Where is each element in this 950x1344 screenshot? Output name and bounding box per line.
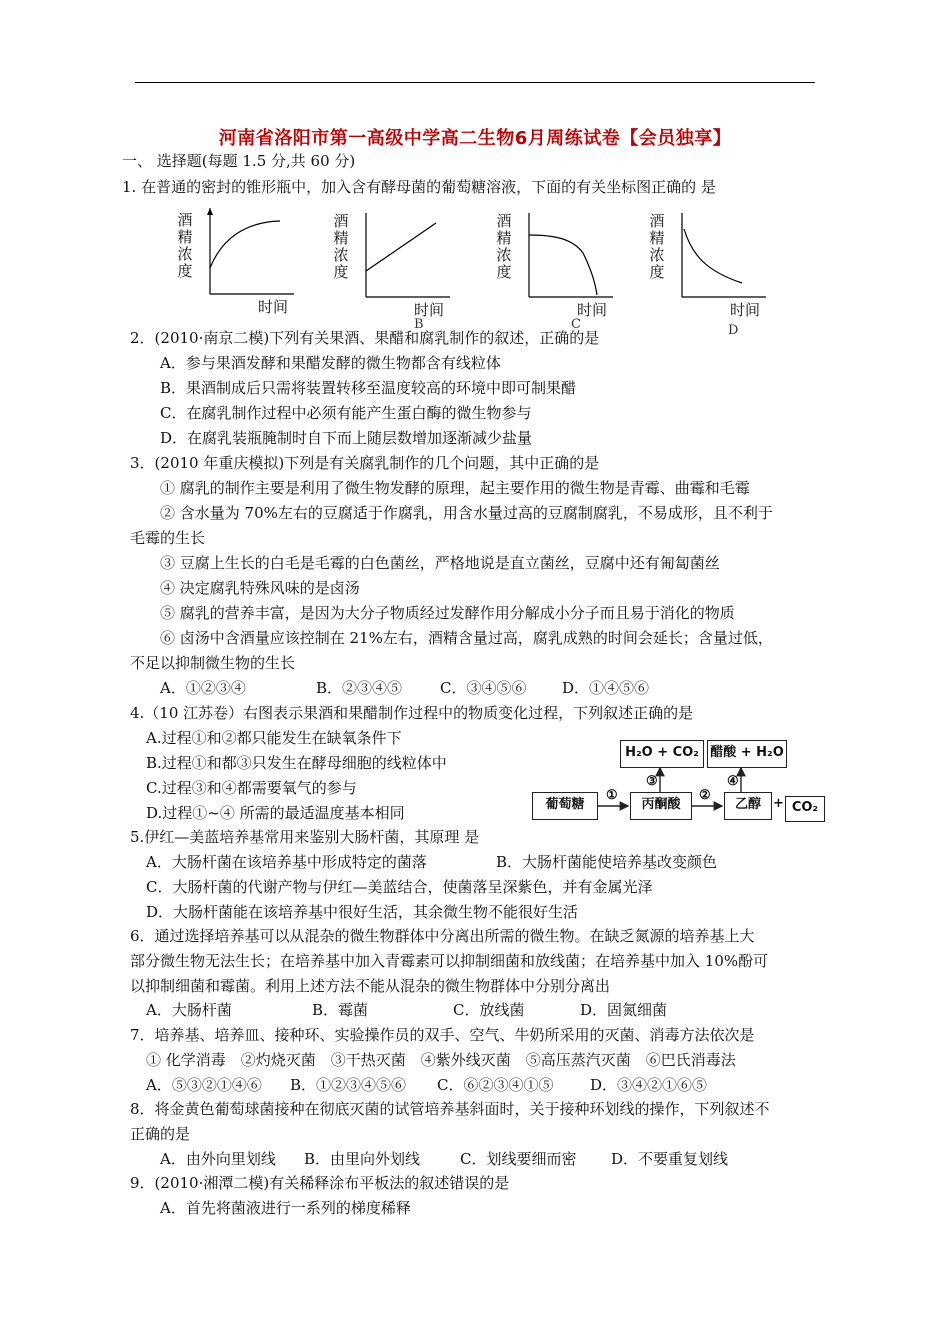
graph-b-letter: B	[414, 317, 424, 332]
step-2-label: ②	[699, 788, 711, 803]
q1-stem: 1. 在普通的密封的锥形瓶中，加入含有酵母菌的葡萄糖溶液，下面的有关坐标图正确的 是	[122, 178, 716, 196]
q3-item-2-cont: 毛霉的生长	[130, 529, 206, 547]
q7-option-c: C．⑥②③④①⑤	[437, 1076, 554, 1094]
q3-item-6: ⑥ 卤汤中含酒量应该控制在 21%左右，酒精含量过高，腐乳成熟的时间会延长；含量过低，	[160, 629, 773, 647]
graph-b-xlabel: 时间	[414, 301, 445, 319]
step-4-label: ④	[727, 774, 739, 789]
q2-option-d: D．在腐乳装瓶腌制时自下而上随层数增加逐渐减少盐量	[160, 429, 533, 447]
graph-a-plot	[176, 208, 296, 308]
graph-b-plot	[332, 213, 452, 313]
q6-option-d: D．固氮细菌	[580, 1001, 668, 1019]
q6-option-a: A．大肠杆菌	[146, 1001, 232, 1019]
graph-d-ylabel: 酒 精 浓 度	[649, 212, 665, 281]
step-1-label: ①	[606, 788, 618, 803]
q4-option-c: C.过程③和④都需要氧气的参与	[146, 779, 357, 797]
q3-option-d: D．①④⑤⑥	[562, 679, 650, 697]
q2-option-c: C．在腐乳制作过程中必须有能产生蛋白酶的微生物参与	[160, 404, 532, 422]
page-title: 河南省洛阳市第一高级中学高二生物6月周练试卷【会员独享】	[218, 128, 732, 149]
q5-stem: 5.伊红—美蓝培养基常用来鉴别大肠杆菌，其原理 是	[130, 828, 480, 846]
q7-stem: 7．培养基、培养皿、接种环、实验操作员的双手、空气、牛奶所采用的灭菌、消毒方法依次是	[130, 1026, 755, 1044]
q3-item-4: ④ 决定腐乳特殊风味的是卤汤	[160, 579, 360, 597]
q8-line-1: 8．将金黄色葡萄球菌接种在彻底灭菌的试管培养基斜面时，关于接种环划线的操作，下列叙述不	[130, 1100, 770, 1118]
q3-option-c: C．③④⑤⑥	[440, 679, 527, 697]
q8-option-c: C．划线要细而密	[460, 1150, 577, 1168]
q8-line-2: 正确的是	[130, 1125, 191, 1143]
q6-line-2: 部分微生物无法生长；在培养基中加入青霉素可以抑制细菌和放线菌；在培养基中加入 10%酚可	[130, 952, 769, 970]
q6-option-c: C．放线菌	[453, 1001, 525, 1019]
q3-item-5: ⑤ 腐乳的营养丰富，是因为大分子物质经过发酵作用分解成小分子而且易于消化的物质	[160, 604, 735, 622]
graph-c-xlabel: 时间	[577, 301, 608, 319]
step-3-label: ③	[646, 774, 658, 789]
graph-d-letter: D	[728, 323, 739, 338]
graph-a-xlabel: 时间	[258, 298, 289, 316]
q5-option-d: D．大肠杆菌能在该培养基中很好生活，其余微生物不能很好生活	[146, 903, 579, 921]
q8-option-d: D．不要重复划线	[611, 1150, 729, 1168]
q7-option-a: A．⑤③②①④⑥	[146, 1076, 262, 1094]
q3-item-1: ① 腐乳的制作主要是利用了微生物发酵的原理，起主要作用的微生物是青霉、曲霉和毛霉	[160, 479, 750, 497]
graph-a-ylabel: 酒 精 浓 度	[177, 211, 193, 280]
q4-stem: 4.（10 江苏卷）右图表示果酒和果醋制作过程中的物质变化过程，下列叙述正确的是	[130, 704, 694, 722]
q9-stem: 9．(2010·湘潭二模)有关稀释涂布平板法的叙述错误的是	[130, 1174, 510, 1192]
q3-item-6-cont: 不足以抑制微生物的生长	[130, 654, 296, 672]
q5-option-a: A．大肠杆菌在该培养基中形成特定的菌落	[146, 853, 427, 871]
graph-b-ylabel: 酒 精 浓 度	[333, 212, 349, 281]
graph-c-letter: C	[571, 317, 581, 332]
q7-option-b: B．①②③④⑤⑥	[290, 1076, 407, 1094]
q3-item-2: ② 含水量为 70%左右的豆腐适于作腐乳，用含水量过高的豆腐制腐乳，不易成形，且不利于	[160, 504, 773, 522]
q2-stem: 2．(2010·南京二模)下列有关果酒、果醋和腐乳制作的叙述，正确的是	[130, 329, 600, 347]
q6-option-b: B．霉菌	[312, 1001, 369, 1019]
q3-option-a: A．①②③④	[160, 679, 246, 697]
q4-option-b: B.过程①和都③只发生在酵母细胞的线粒体中	[146, 754, 447, 772]
q8-option-a: A．由外向里划线	[160, 1150, 276, 1168]
water-co2-box: H₂O + CO₂	[620, 740, 704, 768]
glucose-box: 葡萄糖	[532, 792, 598, 820]
pyruvate-box: 丙酮酸	[630, 792, 692, 820]
q4-option-d: D.过程①~④ 所需的最适温度基本相同	[146, 804, 405, 822]
q7-methods: ① 化学消毒 ②灼烧灭菌 ③干热灭菌 ④紫外线灭菌 ⑤高压蒸汽灭菌 ⑥巴氏消毒法	[146, 1051, 736, 1069]
graph-d-xlabel: 时间	[730, 301, 761, 319]
fermentation-diagram	[532, 734, 828, 834]
q6-line-1: 6．通过选择培养基可以从混杂的微生物群体中分离出所需的微生物。在缺乏氮源的培养基上大	[130, 927, 755, 945]
q2-option-b: B．果酒制成后只需将装置转移至温度较高的环境中即可制果醋	[160, 379, 577, 397]
q5-option-c: C．大肠杆菌的代谢产物与伊红—美蓝结合，使菌落呈深紫色，并有金属光泽	[146, 878, 653, 896]
ethanol-box: 乙醇	[724, 792, 772, 820]
q9-option-a: A．首先将菌液进行一系列的梯度稀释	[160, 1199, 411, 1217]
header-rule	[135, 82, 815, 83]
q7-option-d: D．③④②①⑥⑤	[590, 1076, 708, 1094]
q3-item-3: ③ 豆腐上生长的白毛是毛霉的白色菌丝，严格地说是直立菌丝，豆腐中还有匍匐菌丝	[160, 554, 720, 572]
graph-c-plot	[495, 213, 615, 313]
plus-sign: +	[773, 796, 784, 811]
q3-option-b: B．②③④⑤	[316, 679, 403, 697]
acetic-acid-box: 醋酸 + H₂O	[707, 740, 787, 768]
co2-box: CO₂	[785, 796, 825, 822]
section-heading: 一、 选择题(每题 1.5 分,共 60 分)	[122, 152, 356, 170]
q6-line-3: 以抑制细菌和霉菌。利用上述方法不能从混杂的微生物群体中分别分离出	[130, 977, 611, 995]
q5-option-b: B．大肠杆菌能使培养基改变颜色	[496, 853, 718, 871]
q4-option-a: A.过程①和②都只能发生在缺氧条件下	[146, 729, 402, 747]
q3-stem: 3．(2010 年重庆模拟)下列是有关腐乳制作的几个问题，其中正确的是	[130, 454, 600, 472]
graph-c-ylabel: 酒 精 浓 度	[496, 212, 512, 281]
q8-option-b: B．由里向外划线	[304, 1150, 421, 1168]
q2-option-a: A．参与果酒发酵和果醋发酵的微生物都含有线粒体	[160, 354, 501, 372]
graph-d-plot	[648, 213, 768, 313]
